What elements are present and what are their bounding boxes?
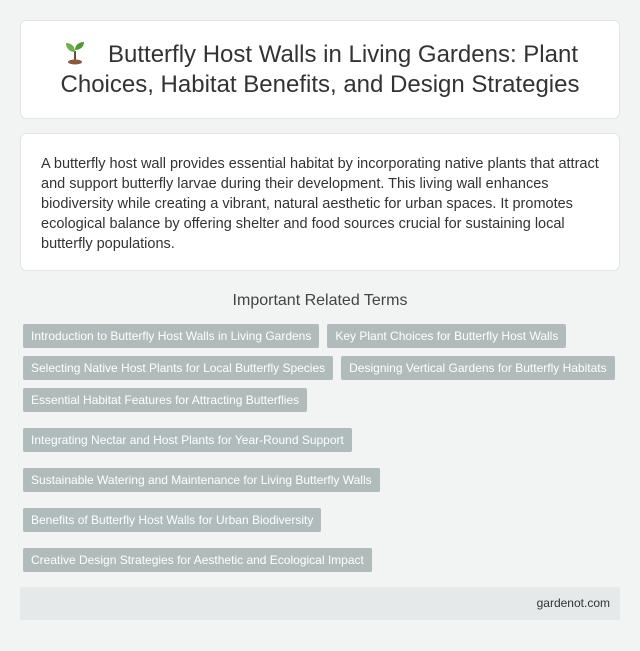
summary-card xyxy=(20,133,620,271)
related-term-tag[interactable]: Creative Design Strategies for Aesthetic and Ecological Impact xyxy=(23,548,372,572)
title-card xyxy=(20,20,620,119)
page-title xyxy=(21,39,619,100)
related-terms-heading: Important Related Terms xyxy=(232,292,408,309)
related-term-tag[interactable]: Introduction to Butterfly Host Walls in Living Gardens xyxy=(23,324,319,348)
footer xyxy=(20,587,620,620)
related-term-tag[interactable]: Essential Habitat Features for Attracting Butterflies xyxy=(23,388,307,412)
summary-text: A butterfly host wall provides essential habitat by incorporating native plants that attract and support butterfly larvae during their development. This living wall enhances biodiversity while creating a vibrant, natural aesthetic for urban spaces. It promotes ecological balance by offering shelter and food sources crucial for sustaining local butterfly populations. xyxy=(41,156,599,252)
related-terms-list xyxy=(23,324,623,612)
related-term-tag[interactable]: Selecting Native Host Plants for Local Butterfly Species xyxy=(23,356,333,380)
page-title-text: Butterfly Host Walls in Living Gardens: Plant Choices, Habitat Benefits, and Design Strategies xyxy=(60,41,580,98)
related-term-tag[interactable]: Sustainable Watering and Maintenance for Living Butterfly Walls xyxy=(23,468,380,492)
footer-site-link[interactable]: gardenot.com xyxy=(536,596,610,610)
sprout-icon xyxy=(62,39,88,65)
related-term-tag[interactable]: Benefits of Butterfly Host Walls for Urban Biodiversity xyxy=(23,508,321,532)
related-term-tag[interactable]: Designing Vertical Gardens for Butterfly Habitats xyxy=(341,356,614,380)
related-term-tag[interactable]: Integrating Nectar and Host Plants for Year-Round Support xyxy=(23,428,352,452)
related-term-tag[interactable]: Key Plant Choices for Butterfly Host Walls xyxy=(327,324,566,348)
